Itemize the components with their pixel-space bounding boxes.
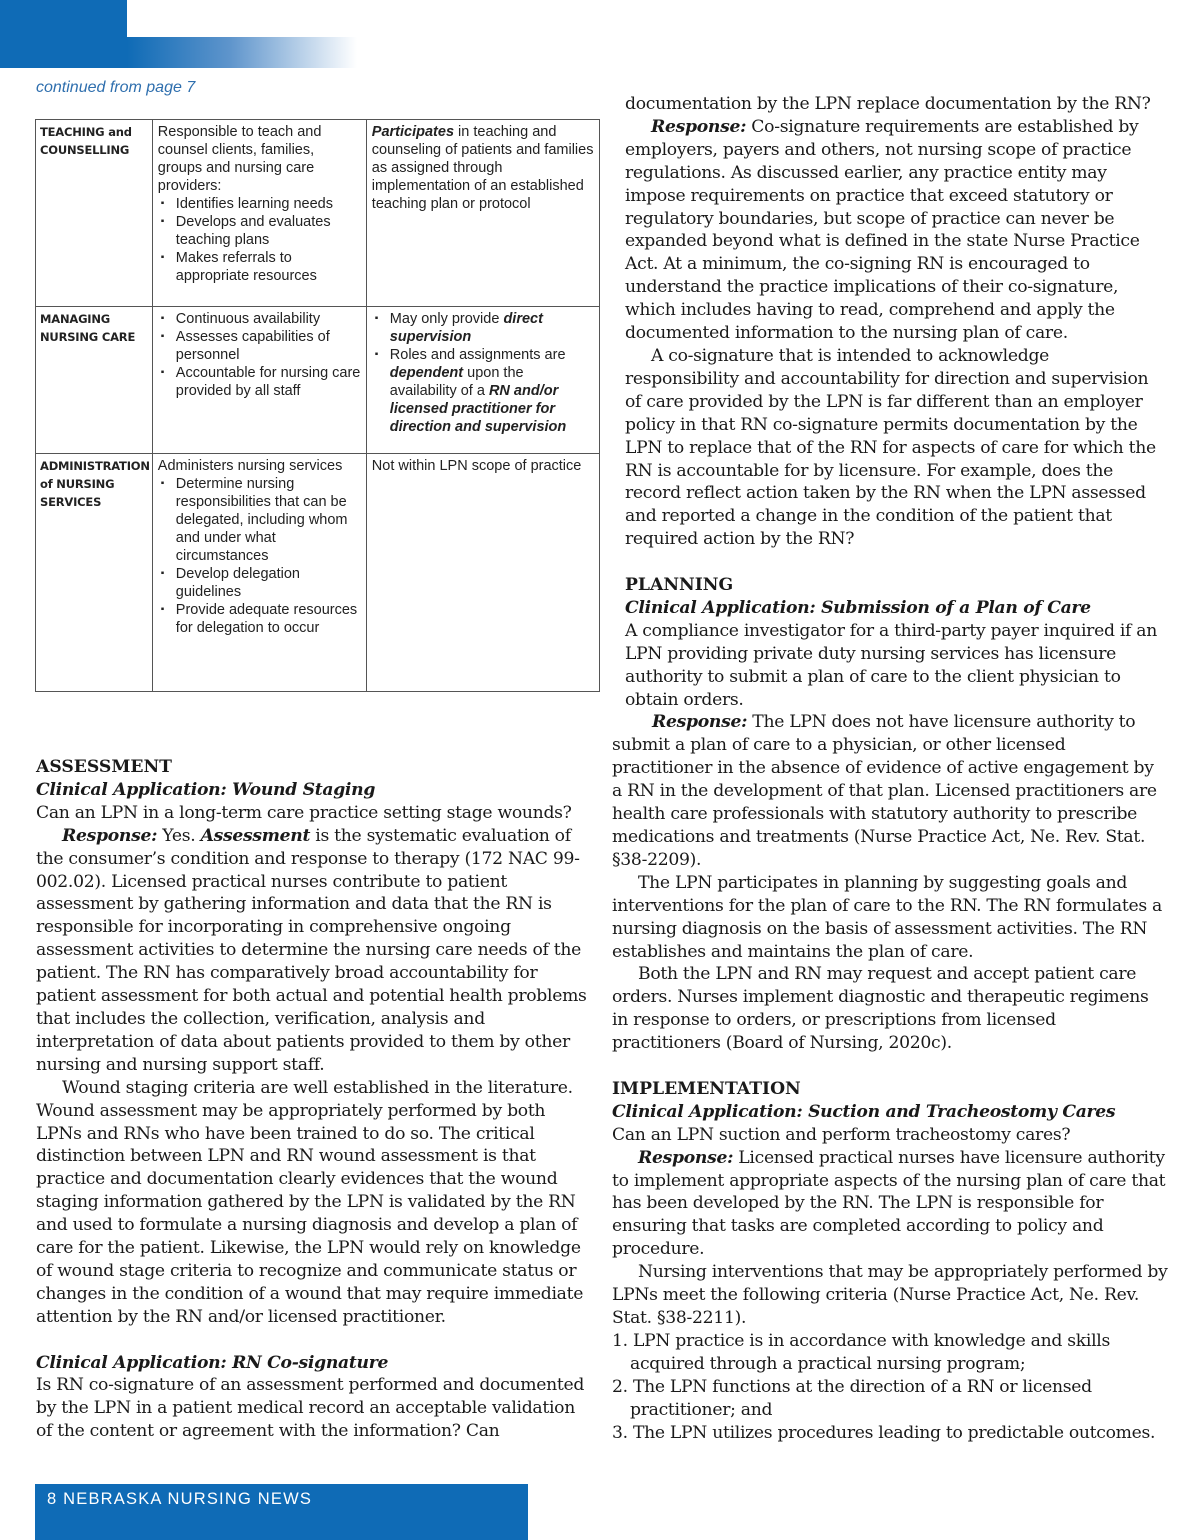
question: Can an LPN in a long-term care practice setting stage wounds?	[36, 802, 572, 823]
paragraph: A co-signature that is intended to acknowledge responsibility and accountability for direction and supervision of care provided by the LPN is far different than an employer policy in that RN co-signature permits documentation by the LPN to replace that of the RN for aspects of care for which the RN is accountable for by licensure. For example, does the record reflect action taken by the RN when the LPN assessed and reported a change in the condition of the patient that required action by the RN?	[625, 345, 1156, 550]
list-item: ▪ Continuous availability	[158, 310, 361, 328]
section-heading: IMPLEMENTATION	[612, 1078, 801, 1099]
paragraph: Wound staging criteria are well established in the literature. Wound assessment may be appropriately performed by both LPNs and RNs who have been trained to do so. The critical distinction between LPN and RN wound assessment is that practice and documentation clearly evidences that the wound staging information gathered by the LPN is validated by the RN and used to formulate a nursing diagnosis and develop a plan of care for the patient. Likewise, the LPN would rely on knowledge of wound stage criteria to recognize and communicate status or changes in the condition of a wound that may require immediate attention by the RN and/or licensed practitioner.	[36, 1077, 584, 1327]
table-row	[36, 307, 600, 454]
list-item: 3. The LPN utilizes procedures leading to predictable outcomes.	[612, 1422, 1156, 1443]
paragraph: The LPN participates in planning by suggesting goals and interventions for the plan of care to the RN. The RN formulates a nursing diagnosis on the basis of assessment activities. The RN establishes and maintains the plan of care.	[612, 872, 1162, 962]
section-heading: PLANNING	[625, 575, 734, 596]
list-item: ▪ Develop delegation guidelines	[158, 565, 361, 601]
list-item: ▪ Roles and assignments are dependent upon the availability of a RN and/or licensed practitioner for direction and supervision	[372, 346, 594, 436]
category-cell: ADMINISTRATION of NURSING SERVICES	[36, 454, 153, 692]
paragraph: Response: Licensed practical nurses have licensure authority to implement appropriate aspects of the nursing plan of care that has been developed by the RN. The LPN is responsible for ensuring that tasks are completed according to policy and procedure.	[612, 1147, 1166, 1260]
lpn-cell: Not within LPN scope of practice	[366, 454, 599, 692]
scope-table	[35, 119, 600, 692]
question: Is RN co-signature of an assessment performed and documented by the LPN in a patient medical record an acceptable validation of the content or agreement with the information? Can	[36, 1375, 585, 1442]
rn-cell: Responsible to teach and counsel clients, families, groups and nursing care providers: ▪ Identifies learning needs ▪ Develops and evaluates teaching plans ▪ Makes referrals to appropriate resources	[152, 120, 366, 307]
paragraph: Response: Yes. Assessment is the systematic evaluation of the consumer’s condition and response to therapy (172 NAC 99-002.02). Licensed practical nurses contribute to patient assessment by gathering information and data that the RN is responsible for incorporating in comprehensive ongoing assessment activities to determine the nursing care needs of the patient. The RN has comparatively broad accountability for patient assessment for both actual and potential health problems that includes the collection, verification, analysis and interpretation of data about patients provided to them by other nursing and nursing support staff.	[36, 825, 587, 1075]
category-cell: TEACHING and COUNSELLING	[36, 120, 153, 307]
table-row	[36, 454, 600, 692]
lpn-cell	[366, 307, 599, 454]
list-item: ▪ Provide adequate resources for delegation to occur	[158, 601, 361, 637]
subheading: Clinical Application: Suction and Tracheostomy Cares	[612, 1101, 1116, 1122]
subheading: Clinical Application: Wound Staging	[36, 779, 376, 800]
subheading: Clinical Application: Submission of a Plan of Care	[625, 597, 1091, 618]
left-column	[36, 756, 592, 1443]
list-item: 1. LPN practice is in accordance with knowledge and skills acquired through a practical nursing program;	[612, 1330, 1110, 1374]
paragraph: Response: Co-signature requirements are established by employers, payers and others, not nursing scope of practice regulations. As discussed earlier, any practice entity may impose requirements on practice that exceed statutory or regulatory boundaries, but scope of practice can never be expanded beyond what is defined in the state Nurse Practice Act. At a minimum, the co-signing RN is encouraged to understand the practice implications of their co-signature, which includes having to read, comprehend and apply the documented information to the nursing plan of care.	[625, 116, 1140, 344]
list-item: 2. The LPN functions at the direction of a RN or licensed practitioner; and	[612, 1376, 1092, 1420]
rn-cell	[152, 307, 366, 454]
table-row	[36, 120, 600, 307]
header-color-block	[0, 0, 127, 68]
continued-note: continued from page 7	[36, 79, 196, 96]
footer-label: 8 NEBRASKA NURSING NEWS	[47, 1490, 313, 1508]
question: documentation by the LPN replace documentation by the RN?	[625, 94, 1151, 114]
list-item: ▪ Assesses capabilities of personnel	[158, 328, 361, 364]
paragraph: Both the LPN and RN may request and accept patient care orders. Nurses implement diagnostic and therapeutic regimens in response to orders, or prescriptions from licensed practitioners (Board of Nursing, 2020c).	[612, 964, 1149, 1054]
paragraph: Nursing interventions that may be appropriately performed by LPNs meet the following criteria (Nurse Practice Act, Ne. Rev. Stat. §38-2211).	[612, 1262, 1168, 1328]
list-item: ▪ Develops and evaluates teaching plans	[158, 213, 361, 249]
category-cell: MANAGING NURSING CARE	[36, 307, 153, 454]
section-heading: ASSESSMENT	[36, 757, 172, 777]
lpn-cell: Participates in teaching and counseling of patients and families as assigned through implementation of an established teaching plan or protocol	[366, 120, 599, 307]
question: A compliance investigator for a third-party payer inquired if an LPN providing private duty nursing services has licensure authority to submit a plan of care to the client physician to obtain orders.	[625, 620, 1157, 710]
question: Can an LPN suction and perform tracheostomy cares?	[612, 1124, 1071, 1145]
paragraph: Response: The LPN does not have licensure authority to submit a plan of care to a physician, or other licensed practitioner in the absence of evidence of active engagement by a RN in the development of that plan. Licensed practitioners are health care professionals with statutory authority to prescribe medications and treatments (Nurse Practice Act, Ne. Rev. Stat. §38-2209).	[612, 712, 1157, 870]
list-item: ▪ Accountable for nursing care provided by all staff	[158, 364, 361, 400]
rn-cell: Administers nursing services ▪ Determine nursing responsibilities that can be delegated, including whom and under what circumstances ▪ Develop delegation guidelines ▪ Provide adequate resources for delegation to occur	[152, 454, 366, 692]
list-item: ▪ Makes referrals to appropriate resources	[158, 249, 361, 285]
list-item: ▪ May only provide direct supervision	[372, 310, 594, 346]
right-column	[612, 93, 1168, 1444]
footer-bar	[35, 1484, 528, 1540]
header-gradient-bar	[127, 37, 357, 68]
subheading: Clinical Application: RN Co-signature	[36, 1352, 389, 1373]
list-item: ▪ Identifies learning needs	[158, 195, 361, 213]
list-item: ▪ Determine nursing responsibilities that can be delegated, including whom and under what circumstances	[158, 475, 361, 565]
